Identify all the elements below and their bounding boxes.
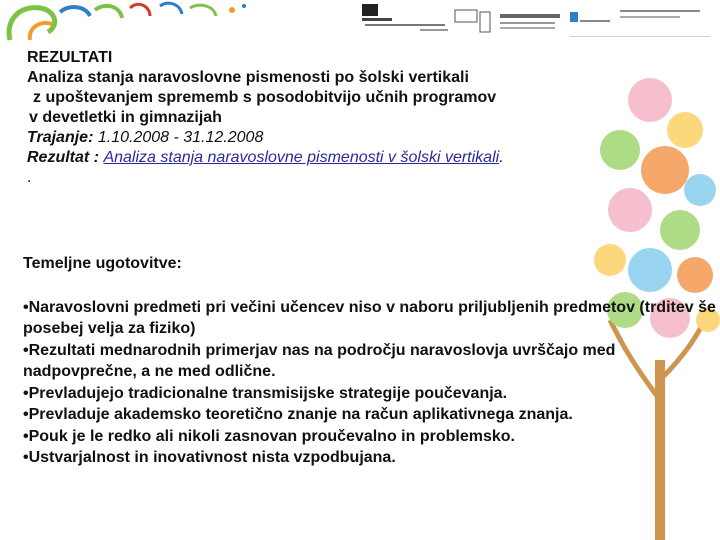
finding-item-4: •Prevladuje akademsko teoretično znanje na račun aplikativnega znanja. [23, 406, 573, 423]
finding-item-3: •Prevladujejo tradicionalne transmisijske strategije poučevanja. [23, 384, 508, 402]
duration-label: Trajanje: [27, 129, 94, 146]
finding-item-6: •Ustvarjalnost in inovativnost nista vzpodbujana. [23, 449, 396, 466]
result-label: Rezultat : [27, 149, 99, 166]
swirl-logo-icon [9, 3, 246, 40]
institute-logo-icon [362, 4, 448, 31]
findings-section [23, 253, 718, 469]
results-heading: REZULTATI [27, 49, 113, 66]
findings-heading: Temeljne ugotovitve: [23, 255, 182, 272]
finding-item-5: •Pouk je le redko ali nikoli zasnovan proučevalno in problemsko. [23, 427, 515, 445]
finding-item-2: •Rezultati mednarodnih primerjav nas na področju naravoslovja uvrščajo med nadpovprečne, a ne med odlične. [23, 341, 616, 380]
finding-item-1: •Naravoslovni predmeti pri večini učencev niso v naboru priljubljenih predmetov (trditev še posebej velja za fiziko) [23, 298, 716, 337]
results-dot: . [27, 169, 32, 186]
results-line-3: v devetletki in gimnazijah [29, 109, 222, 126]
ministry-logo-icon [570, 10, 710, 37]
partner-logo-icon [455, 10, 560, 32]
result-row [27, 148, 697, 168]
duration-value: 1.10.2008 - 31.12.2008 [97, 129, 264, 146]
header-logo-bar [0, 0, 720, 44]
results-section [27, 48, 697, 188]
results-line-2: z upoštevanjem sprememb s posodobitvijo učnih programov [33, 89, 497, 106]
result-link[interactable]: Analiza stanja naravoslovne pismenosti v šolski vertikali [103, 149, 500, 166]
logos-graphic [0, 0, 720, 44]
results-line-1: Analiza stanja naravoslovne pismenosti po šolski vertikali [27, 69, 469, 86]
result-end: . [499, 149, 504, 166]
duration-row [27, 128, 697, 148]
